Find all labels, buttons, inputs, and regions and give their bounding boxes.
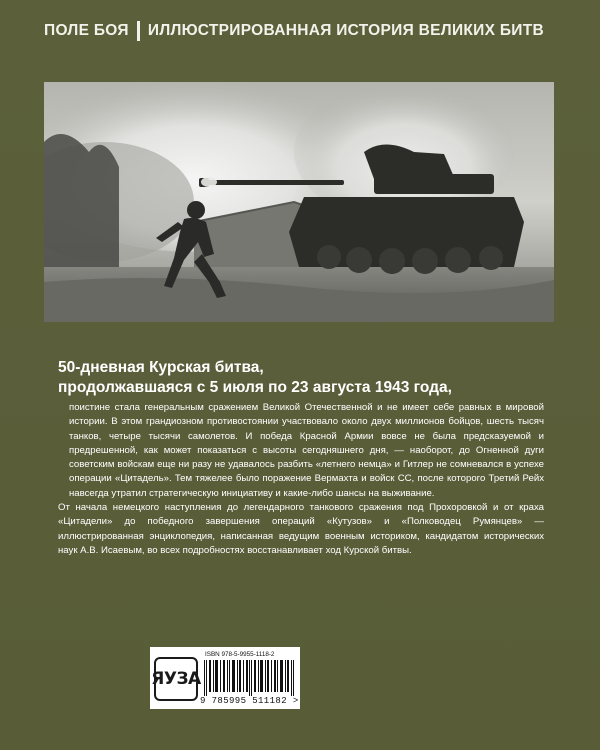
description-paragraph-2: От начала немецкого наступления до легендарного танкового сражения под Прохоровкой и от краха «Цитадели» до победного завершения операций «Кутузов» и «Полководец Румянцев» — иллюстрированная энциклопедия, написанная ведущим военным историком, кандидатом исторических наук А.В. Исаевым, во всех подробностях восстанавливает ход Курской битвы. <box>58 502 544 556</box>
header-divider <box>137 21 140 41</box>
barcode-number: 9 785995 511182 > <box>200 696 299 706</box>
battle-photo-image <box>44 82 554 322</box>
lead-heading <box>58 358 558 398</box>
battle-photo <box>44 82 554 322</box>
barcode-bars <box>204 660 296 696</box>
publisher-logo: ЯУЗА <box>154 657 198 701</box>
series-title: ПОЛЕ БОЯ <box>44 22 129 39</box>
lead-line-1: 50-дневная Курская битва, <box>58 359 264 376</box>
barcode-panel <box>150 647 300 709</box>
isbn-label: ISBN 978-5-9955-1118-2 <box>205 651 275 658</box>
lead-line-2: продолжавшаяся с 5 июля по 23 августа 1943 года, <box>58 379 452 396</box>
description-paragraph-1: поистине стала генеральным сражением Великой Отечественной и не имеет себе равных в мировой истории. В этом грандиозном противостоянии участвовало около двух миллионов бойцов, шесть тысяч танков, четыре тысячи самолетов. И победа Красной Армии вовсе не была предсказуемой и предрешенной, как может показаться с высоты сегодняшнего дня, — наоборот, до Огненной дуги советским войскам еще ни разу не удавалось разбить «летнего немца» и Гитлер не сомневался в успехе операции «Цитадель». Тем тяжелее было поражение Вермахта и войск СС, после которого Третий Рейх навсегда утратил стратегическую инициативу и какие-либо шансы на выживание. <box>69 402 544 499</box>
series-header <box>44 20 544 42</box>
description <box>58 401 544 558</box>
series-subtitle: ИЛЛЮСТРИРОВАННАЯ ИСТОРИЯ ВЕЛИКИХ БИТВ <box>147 22 544 39</box>
